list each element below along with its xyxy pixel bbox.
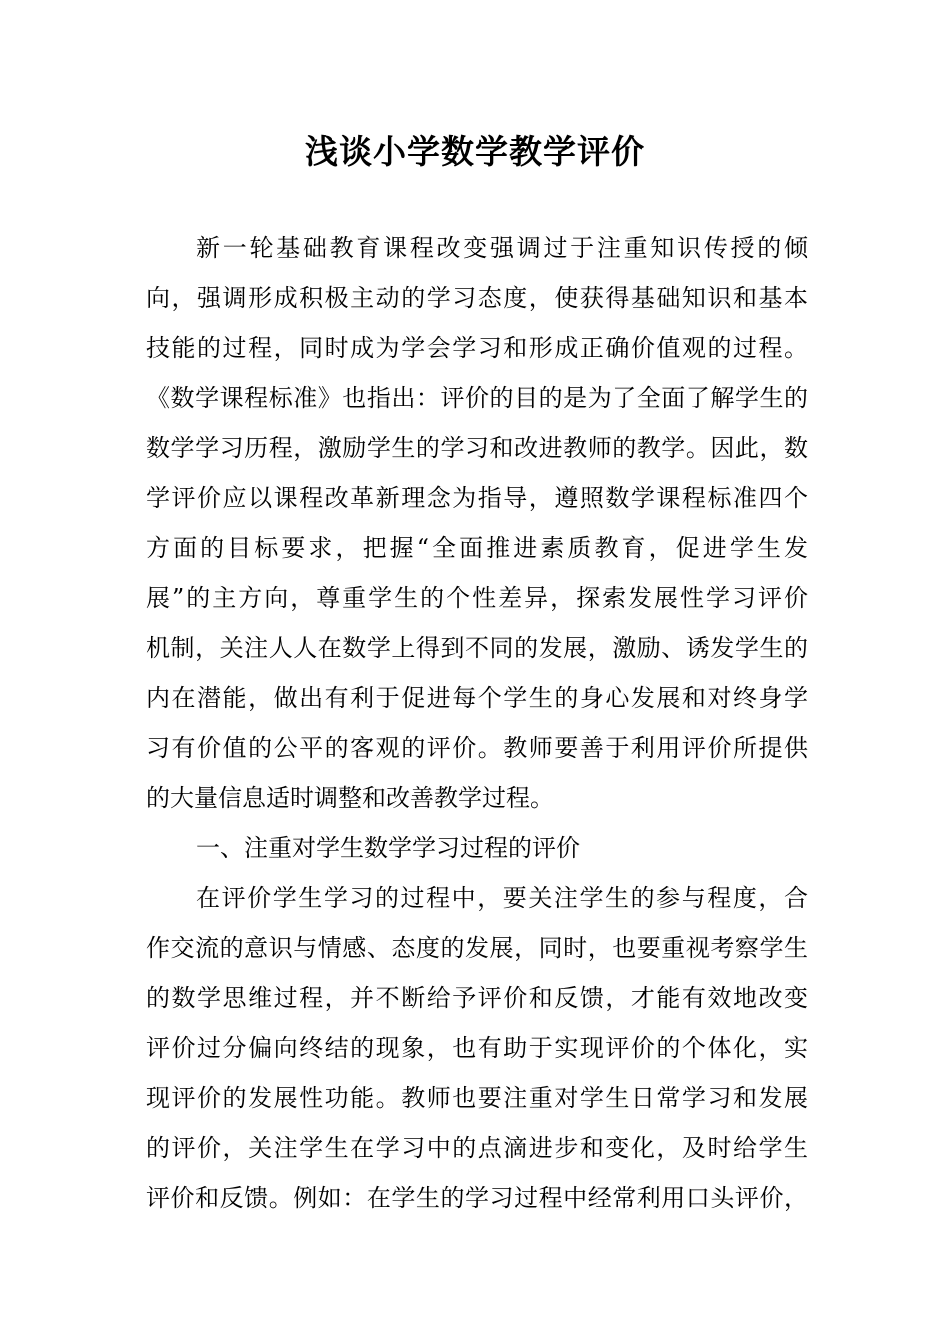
paragraph-line: 技能的过程，同时成为学会学习和形成正确价值观的过程。 [146, 334, 808, 362]
paragraph-line: 方面的目标要求，把握“全面推进素质教育，促进学生发 [146, 534, 808, 562]
paragraph-line: 评价过分偏向终结的现象，也有助于实现评价的个体化，实 [146, 1034, 808, 1062]
paragraph-line: 机制，关注人人在数学上得到不同的发展，激励、诱发学生的 [146, 634, 808, 662]
paragraph-line: 在评价学生学习的过程中，要关注学生的参与程度，合 [196, 884, 808, 912]
paragraph-line: 《数学课程标准》也指出：评价的目的是为了全面了解学生的 [146, 384, 808, 412]
paragraph-line: 的数学思维过程，并不断给予评价和反馈，才能有效地改变 [146, 984, 808, 1012]
paragraph-line: 展”的主方向，尊重学生的个性差异，探索发展性学习评价 [146, 584, 808, 612]
paragraph-line: 新一轮基础教育课程改变强调过于注重知识传授的倾 [196, 234, 808, 262]
document-body [146, 223, 808, 1223]
paragraph-line: 习有价值的公平的客观的评价。教师要善于利用评价所提供 [146, 734, 808, 762]
paragraph-line: 的大量信息适时调整和改善教学过程。 [146, 784, 554, 812]
document-title: 浅谈小学数学教学评价 [305, 132, 645, 171]
paragraph-line: 数学学习历程，激励学生的学习和改进教师的教学。因此，数 [146, 434, 808, 462]
paragraph-line: 作交流的意识与情感、态度的发展，同时，也要重视考察学生 [146, 934, 808, 962]
paragraph-line: 的评价，关注学生在学习中的点滴进步和变化，及时给学生 [146, 1134, 808, 1162]
paragraph-line: 评价和反馈。例如：在学生的学习过程中经常利用口头评价， [146, 1184, 808, 1212]
paragraph-line: 内在潜能，做出有利于促进每个学生的身心发展和对终身学 [146, 684, 808, 712]
paragraph-line: 现评价的发展性功能。教师也要注重对学生日常学习和发展 [146, 1084, 808, 1112]
section-heading: 一、注重对学生数学学习过程的评价 [196, 834, 580, 862]
paragraph-line: 向，强调形成积极主动的学习态度，使获得基础知识和基本 [146, 284, 808, 312]
paragraph-line: 学评价应以课程改革新理念为指导，遵照数学课程标准四个 [146, 484, 808, 512]
